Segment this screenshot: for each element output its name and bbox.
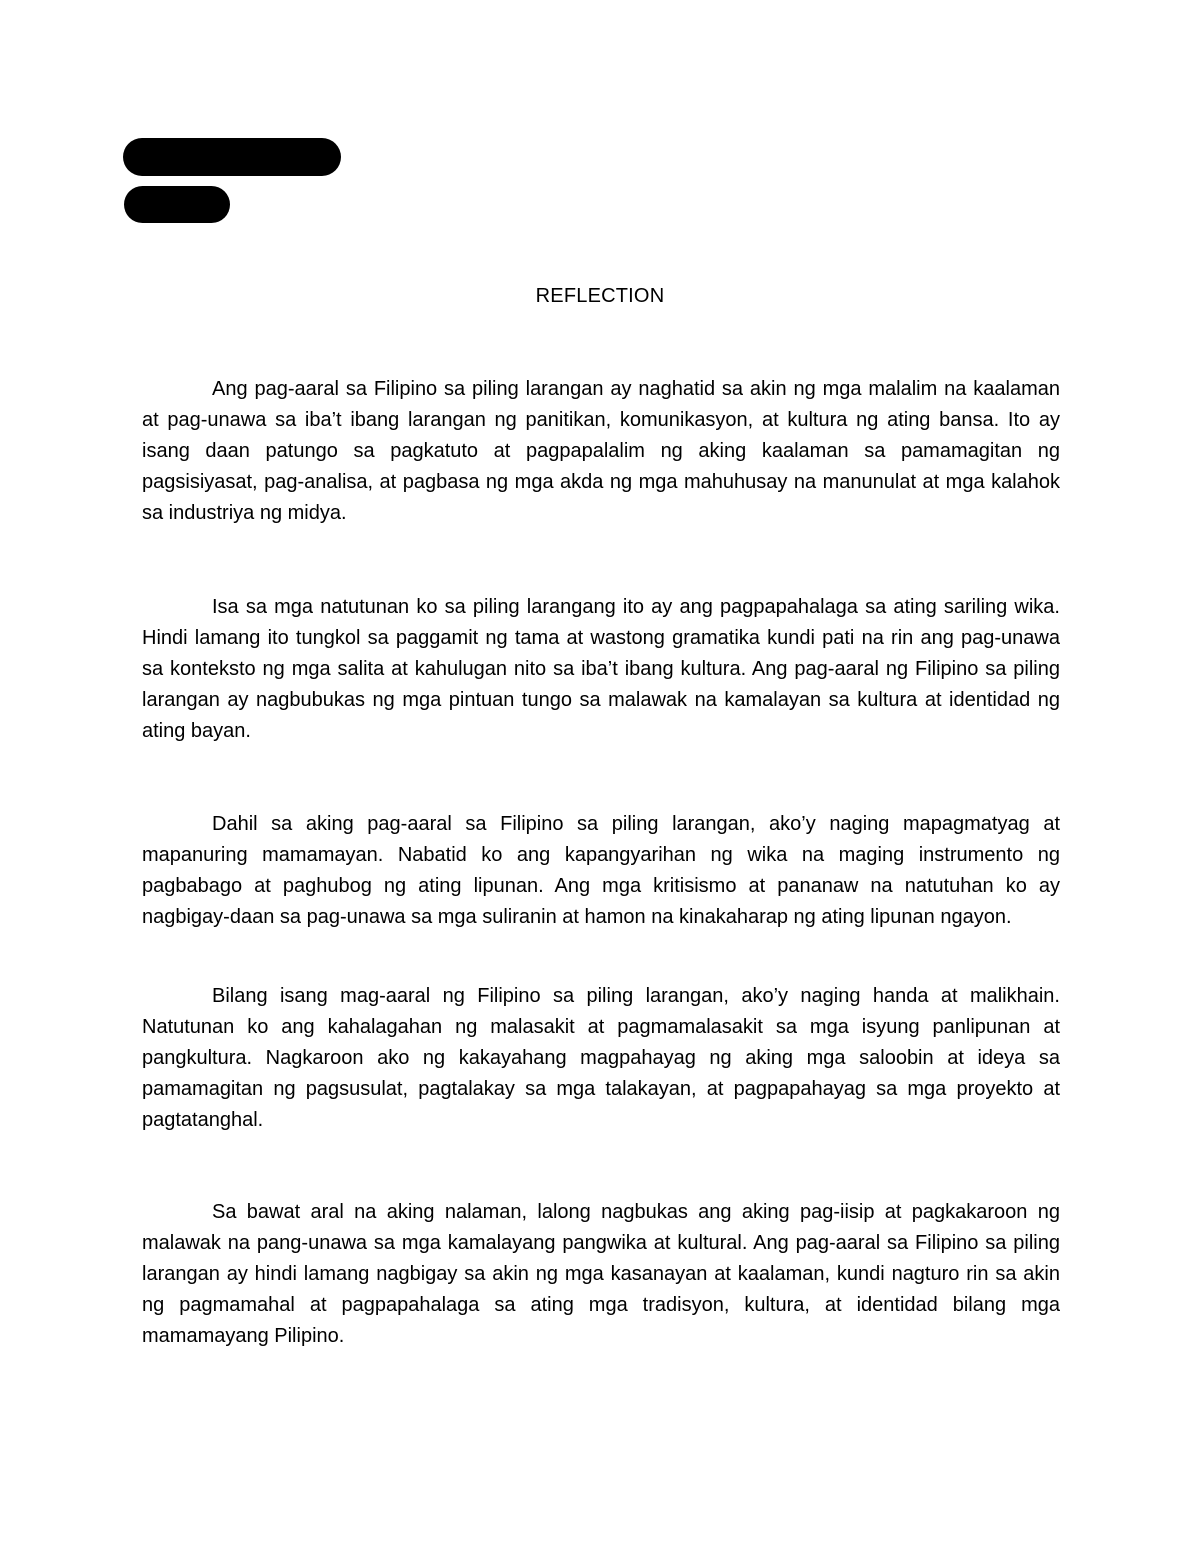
paragraph-5: Sa bawat aral na aking nalaman, lalong nagbukas ang aking pag-iisip at pagkakaroon ng malawak na pang-unawa sa mga kamalayang pangwika at kultural. Ang pag-aaral sa Filipino sa piling larangan ay hindi lamang nagbigay sa akin ng mga kasanayan at kaalaman, kundi nagturo rin sa akin ng pagmamahal at pagpapahalaga sa ating mga tradisyon, kultura, at identidad bilang mga mamamayang Pilipino. (142, 1201, 1060, 1347)
redacted-section-block (124, 186, 230, 223)
paragraph-2: Isa sa mga natutunan ko sa piling larangang ito ay ang pagpapahalaga sa ating sariling wika. Hindi lamang ito tungkol sa paggamit ng tama at wastong gramatika kundi pati na rin ang pag-unawa sa konteksto ng mga salita at kahulugan nito sa iba’t ibang kultura. Ang pag-aaral ng Filipino sa piling larangan ay nagbubukas ng mga pintuan tungo sa malawak na kamalayan sa kultura at identidad ng ating bayan. (142, 596, 1060, 742)
document-title: REFLECTION (535, 285, 665, 307)
redacted-name-block (123, 138, 341, 176)
paragraph-3: Dahil sa aking pag-aaral sa Filipino sa piling larangan, ako’y naging mapagmatyag at mapanuring mamamayan. Nabatid ko ang kapangyarihan ng wika na maging instrumento ng pagbabago at paghubog ng ating lipunan. Ang mga kritisismo at pananaw na natutuhan ko ay nagbigay-daan sa pag-unawa sa mga suliranin at hamon na kinakaharap ng ating lipunan ngayon. (142, 813, 1060, 928)
paragraph-4: Bilang isang mag-aaral ng Filipino sa piling larangan, ako’y naging handa at malikhain. Natutunan ko ang kahalagahan ng malasakit at pagmamalasakit sa mga isyung panlipunan at pangkultura. Nagkaroon ako ng kakayahang magpahayag ng aking mga saloobin at ideya sa pamamagitan ng pagsusulat, pagtalakay sa mga talakayan, at pagpapahayag sa mga proyekto at pagtatanghal. (142, 985, 1060, 1131)
paragraph-1: Ang pag-aaral sa Filipino sa piling larangan ay naghatid sa akin ng mga malalim na kaalaman at pag-unawa sa iba’t ibang larangan ng panitikan, komunikasyon, at kultura ng ating bansa. Ito ay isang daan patungo sa pagkatuto at pagpapalalim ng aking kaalaman sa pamamagitan ng pagsisiyasat, pag-analisa, at pagbasa ng mga akda ng mga mahuhusay na manunulat at mga kalahok sa industriya ng midya. (142, 378, 1060, 524)
